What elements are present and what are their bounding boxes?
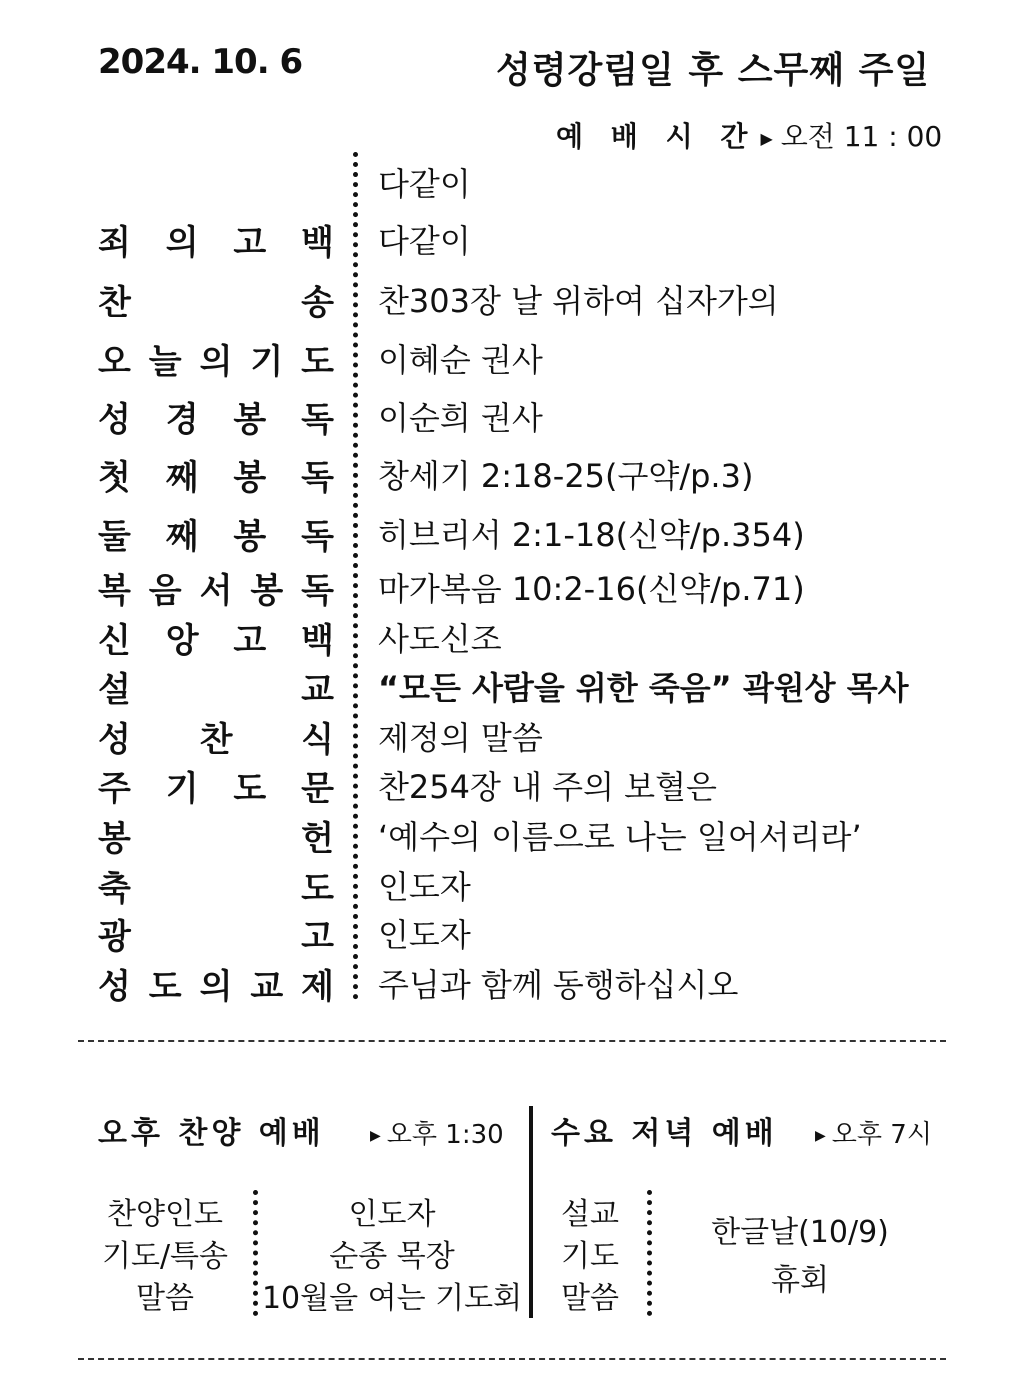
order-row: [0, 333, 1024, 383]
order-label: [98, 333, 334, 383]
order-label-char: 경: [165, 399, 199, 440]
order-label-char: 독: [301, 457, 334, 498]
order-label-char: 고: [301, 916, 334, 957]
order-label-char: 봉: [98, 818, 131, 859]
order-row: [0, 810, 1024, 860]
order-label-char: 죄: [98, 222, 131, 263]
order-label-char: 봉: [233, 516, 267, 557]
order-row: [0, 612, 1024, 662]
order-label: [98, 508, 334, 558]
order-label: [98, 661, 334, 711]
order-label: [98, 711, 334, 761]
page-title: 성령강림일 후 스무째 주일: [496, 50, 931, 91]
section-divider: [78, 1040, 946, 1042]
order-label-char: 식: [301, 719, 334, 760]
order-row: [0, 274, 1024, 324]
order-label-char: 봉: [233, 457, 267, 498]
order-label: [98, 810, 334, 860]
order-value: 이혜순 권사: [378, 341, 543, 379]
order-label-char: 도: [301, 341, 334, 382]
order-label-char: 백: [301, 620, 334, 661]
order-label-char: 헌: [301, 818, 334, 859]
order-label-char: 독: [301, 399, 334, 440]
order-label-char: 째: [165, 457, 199, 498]
afternoon-value: 10월을 여는 기도회: [261, 1281, 523, 1316]
order-label: [98, 274, 334, 324]
order-label-char: 고: [233, 620, 267, 661]
wednesday-label: 기도: [561, 1239, 619, 1274]
order-value: 인도자: [378, 916, 471, 954]
wednesday-service-time: [815, 1114, 932, 1151]
afternoon-service-title: 오후 찬양 예배: [98, 1116, 325, 1151]
order-label-char: 교: [250, 966, 284, 1007]
wednesday-label: 설교: [561, 1197, 619, 1232]
order-value: 다같이: [378, 165, 471, 203]
order-label-char: 주: [98, 768, 131, 809]
order-label-char: 의: [165, 222, 199, 263]
order-row: [0, 214, 1024, 264]
order-label: [98, 908, 334, 958]
order-row: [0, 908, 1024, 958]
order-label-char: 기: [165, 768, 199, 809]
order-value: 이순희 권사: [378, 399, 543, 437]
order-label-char: 봉: [233, 399, 267, 440]
order-row: [0, 958, 1024, 1008]
order-value: 제정의 말씀: [378, 719, 543, 757]
order-value: “모든 사람을 위한 죽음” 곽원상 목사: [378, 669, 909, 707]
order-label-char: 첫: [98, 457, 131, 498]
order-label-char: 봉: [250, 570, 284, 611]
order-label-char: 신: [98, 620, 131, 661]
order-label-char: 독: [301, 516, 334, 557]
afternoon-service-time: [370, 1114, 504, 1151]
order-label-char: 백: [301, 222, 334, 263]
service-time-value: 오전 11 : 00: [780, 120, 943, 153]
afternoon-value: 인도자: [348, 1197, 436, 1232]
afternoon-labels: [90, 1194, 240, 1320]
order-label: [98, 612, 334, 662]
triangle-icon: ▶: [760, 128, 773, 148]
afternoon-time-value: 오후 1:30: [386, 1120, 504, 1150]
order-label-char: 제: [301, 966, 334, 1007]
order-label-char: 도: [301, 868, 334, 909]
wednesday-labels: [545, 1194, 635, 1320]
order-label-char: 송: [301, 282, 334, 323]
column-separator: [529, 1106, 533, 1318]
afternoon-label: 말씀: [136, 1281, 194, 1316]
order-label: [98, 562, 334, 612]
order-label-char: 광: [98, 916, 131, 957]
order-label-char: 성: [98, 399, 131, 440]
order-row: [0, 760, 1024, 810]
order-label-char: 교: [301, 669, 334, 710]
afternoon-label: 기도/특송: [101, 1239, 229, 1274]
order-label-char: 의: [199, 966, 233, 1007]
order-label-char: 찬: [199, 719, 233, 760]
order-label-char: 오: [98, 341, 131, 382]
order-label: [98, 214, 334, 264]
order-value: 찬303장 날 위하여 십자가의: [378, 282, 779, 320]
service-time-label: 예 배 시 간: [556, 120, 757, 153]
order-value: 사도신조: [378, 620, 502, 658]
afternoon-value: 순종 목장: [329, 1239, 455, 1274]
bottom-divider: [78, 1358, 946, 1360]
order-label-char: 서: [199, 570, 233, 611]
order-label-char: 늘: [148, 341, 182, 382]
service-date: 2024. 10. 6: [98, 42, 303, 82]
order-row: [0, 711, 1024, 761]
order-value: 히브리서 2:1-18(신약/p.354): [378, 516, 805, 554]
triangle-icon: ▶: [370, 1127, 381, 1144]
order-label-char: 문: [301, 768, 334, 809]
order-label-char: 복: [98, 570, 131, 611]
order-label-char: 성: [98, 966, 131, 1007]
order-value: 다같이: [378, 222, 471, 260]
order-row: [0, 449, 1024, 499]
afternoon-values: [261, 1194, 523, 1320]
wednesday-label: 말씀: [561, 1281, 619, 1316]
afternoon-divider: [253, 1190, 258, 1316]
order-label-char: 의: [199, 341, 233, 382]
wednesday-time-value: 오후 7시: [831, 1120, 932, 1150]
afternoon-label: 찬양인도: [107, 1197, 223, 1232]
order-label-char: 둘: [98, 516, 131, 557]
wednesday-value: 휴회: [771, 1263, 829, 1298]
wednesday-service-title: 수요 저녁 예배: [551, 1116, 778, 1151]
service-time: [556, 115, 942, 155]
order-label: [98, 860, 334, 910]
order-value: ‘예수의 이름으로 나는 일어서리라’: [378, 818, 862, 856]
wednesday-divider: [647, 1190, 652, 1316]
order-label: [98, 449, 334, 499]
order-label-char: 기: [250, 341, 284, 382]
order-row: [0, 508, 1024, 558]
triangle-icon: ▶: [815, 1127, 826, 1144]
order-row: [0, 661, 1024, 711]
order-value: 인도자: [378, 868, 471, 906]
order-value: 주님과 함께 동행하십시오: [378, 966, 739, 1004]
order-label-char: 고: [233, 222, 267, 263]
order-row: [0, 157, 1024, 207]
order-row: [0, 860, 1024, 910]
order-label: [98, 157, 334, 207]
order-label: [98, 391, 334, 441]
order-value: 찬254장 내 주의 보혈은: [378, 768, 717, 806]
order-label-char: 도: [233, 768, 267, 809]
order-label-char: 음: [148, 570, 182, 611]
order-label: [98, 760, 334, 810]
order-label: [98, 958, 334, 1008]
order-label-char: 찬: [98, 282, 131, 323]
order-label-char: 앙: [165, 620, 199, 661]
order-label-char: 도: [148, 966, 182, 1007]
order-value: 마가복음 10:2-16(신약/p.71): [378, 570, 805, 608]
order-value: 창세기 2:18-25(구약/p.3): [378, 457, 754, 495]
order-row: [0, 562, 1024, 612]
order-label-char: 째: [165, 516, 199, 557]
wednesday-values: [690, 1212, 910, 1302]
order-label-char: 성: [98, 719, 131, 760]
order-label-char: 설: [98, 669, 131, 710]
order-label-char: 독: [301, 570, 334, 611]
order-row: [0, 391, 1024, 441]
order-label-char: 축: [98, 868, 131, 909]
wednesday-value: 한글날(10/9): [711, 1215, 889, 1250]
